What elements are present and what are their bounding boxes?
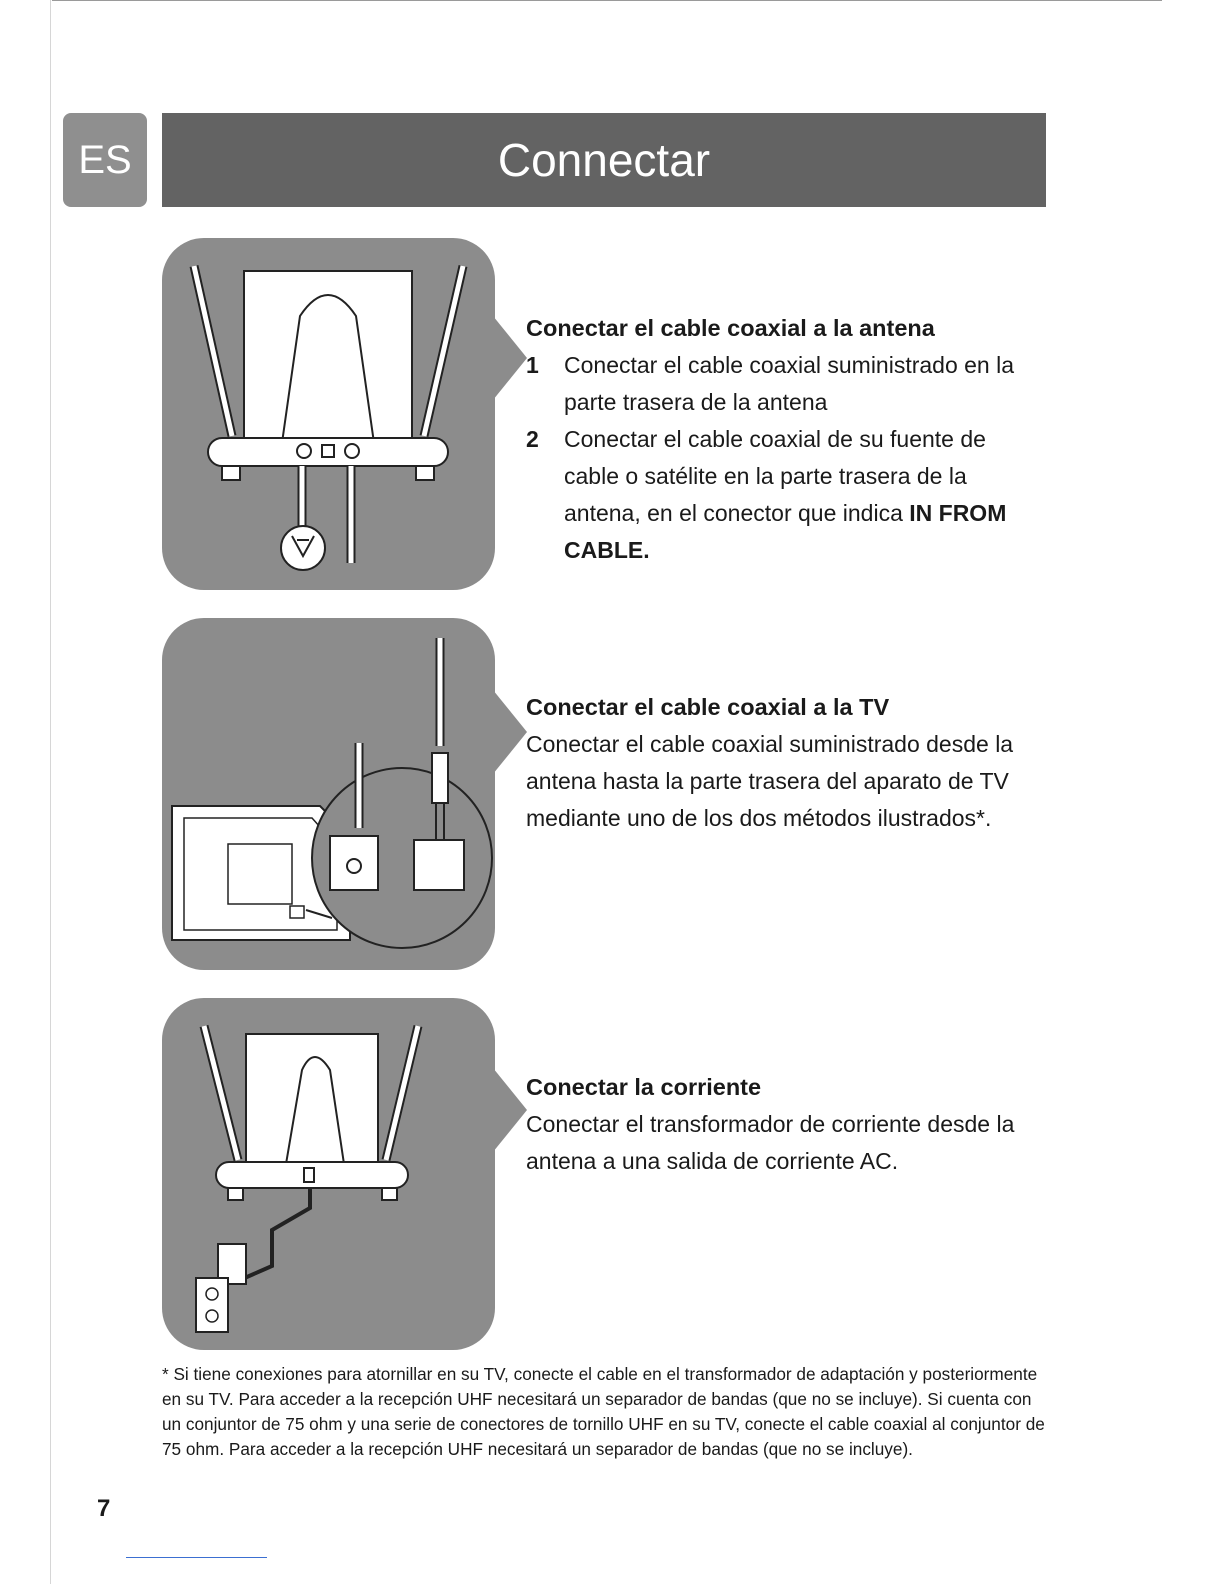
section-body: Conectar el transformador de corriente desde la antena a una salida de corriente AC.: [526, 1111, 1015, 1174]
antenna-power-drawing: [162, 998, 495, 1350]
step-text-plain: Conectar el cable coaxial de su fuente de cable o satélite en la parte trasera de la antena, en el conector que indica: [564, 426, 986, 526]
section-heading: Conectar el cable coaxial a la TV: [526, 694, 890, 720]
tv-back-drawing: [162, 618, 495, 970]
section-connect-tv: [526, 689, 1046, 837]
footnote: * Si tiene conexiones para atornillar en su TV, conecte el cable en el transformador de adaptación y posteriormente en su TV. Para acceder a la recepción UHF necesitará un separador de bandas (que no se incluye). Si cuenta con un conjuntor de 75 ohm y una serie de conectores de tornillo UHF en su TV, conecte el cable coaxial al conjuntor de 75 ohm. Para acceder a la recepción UHF necesitará un separador de bandas (que no se incluye).: [162, 1364, 1045, 1459]
step-number: 1: [526, 352, 539, 378]
page-title: Connectar: [162, 113, 1046, 207]
step-item: [526, 347, 1046, 421]
page-number: 7: [97, 1495, 111, 1522]
section-heading: Conectar la corriente: [526, 1074, 762, 1100]
left-margin-rule: [50, 0, 51, 1584]
section-body: Conectar el cable coaxial suministrado desde la antena hasta la parte trasera del aparato de TV mediante uno de los dos métodos ilustrados*.: [526, 731, 1014, 831]
tv-coax-illustration: [162, 618, 495, 970]
panel-pointer: [493, 690, 527, 774]
antenna-coax-illustration: [162, 238, 495, 590]
step-text: [564, 421, 1046, 569]
step-number: 2: [526, 426, 539, 452]
section-connect-power: [526, 1069, 1046, 1180]
connector-label: IN FROM CABLE.: [564, 500, 1007, 563]
language-tab: ES: [63, 113, 147, 207]
link-underline: [126, 1557, 267, 1558]
antenna-power-illustration: [162, 998, 495, 1350]
panel-pointer: [493, 1068, 527, 1152]
section-heading: Conectar el cable coaxial a la antena: [526, 315, 935, 341]
step-text: Conectar el cable coaxial suministrado en la parte trasera de la antena: [564, 352, 1015, 415]
section-connect-antenna: [526, 310, 1046, 569]
step-item: [526, 421, 1046, 569]
top-rule: [52, 0, 1162, 1]
panel-pointer: [493, 316, 527, 400]
antenna-back-drawing: [162, 238, 495, 590]
